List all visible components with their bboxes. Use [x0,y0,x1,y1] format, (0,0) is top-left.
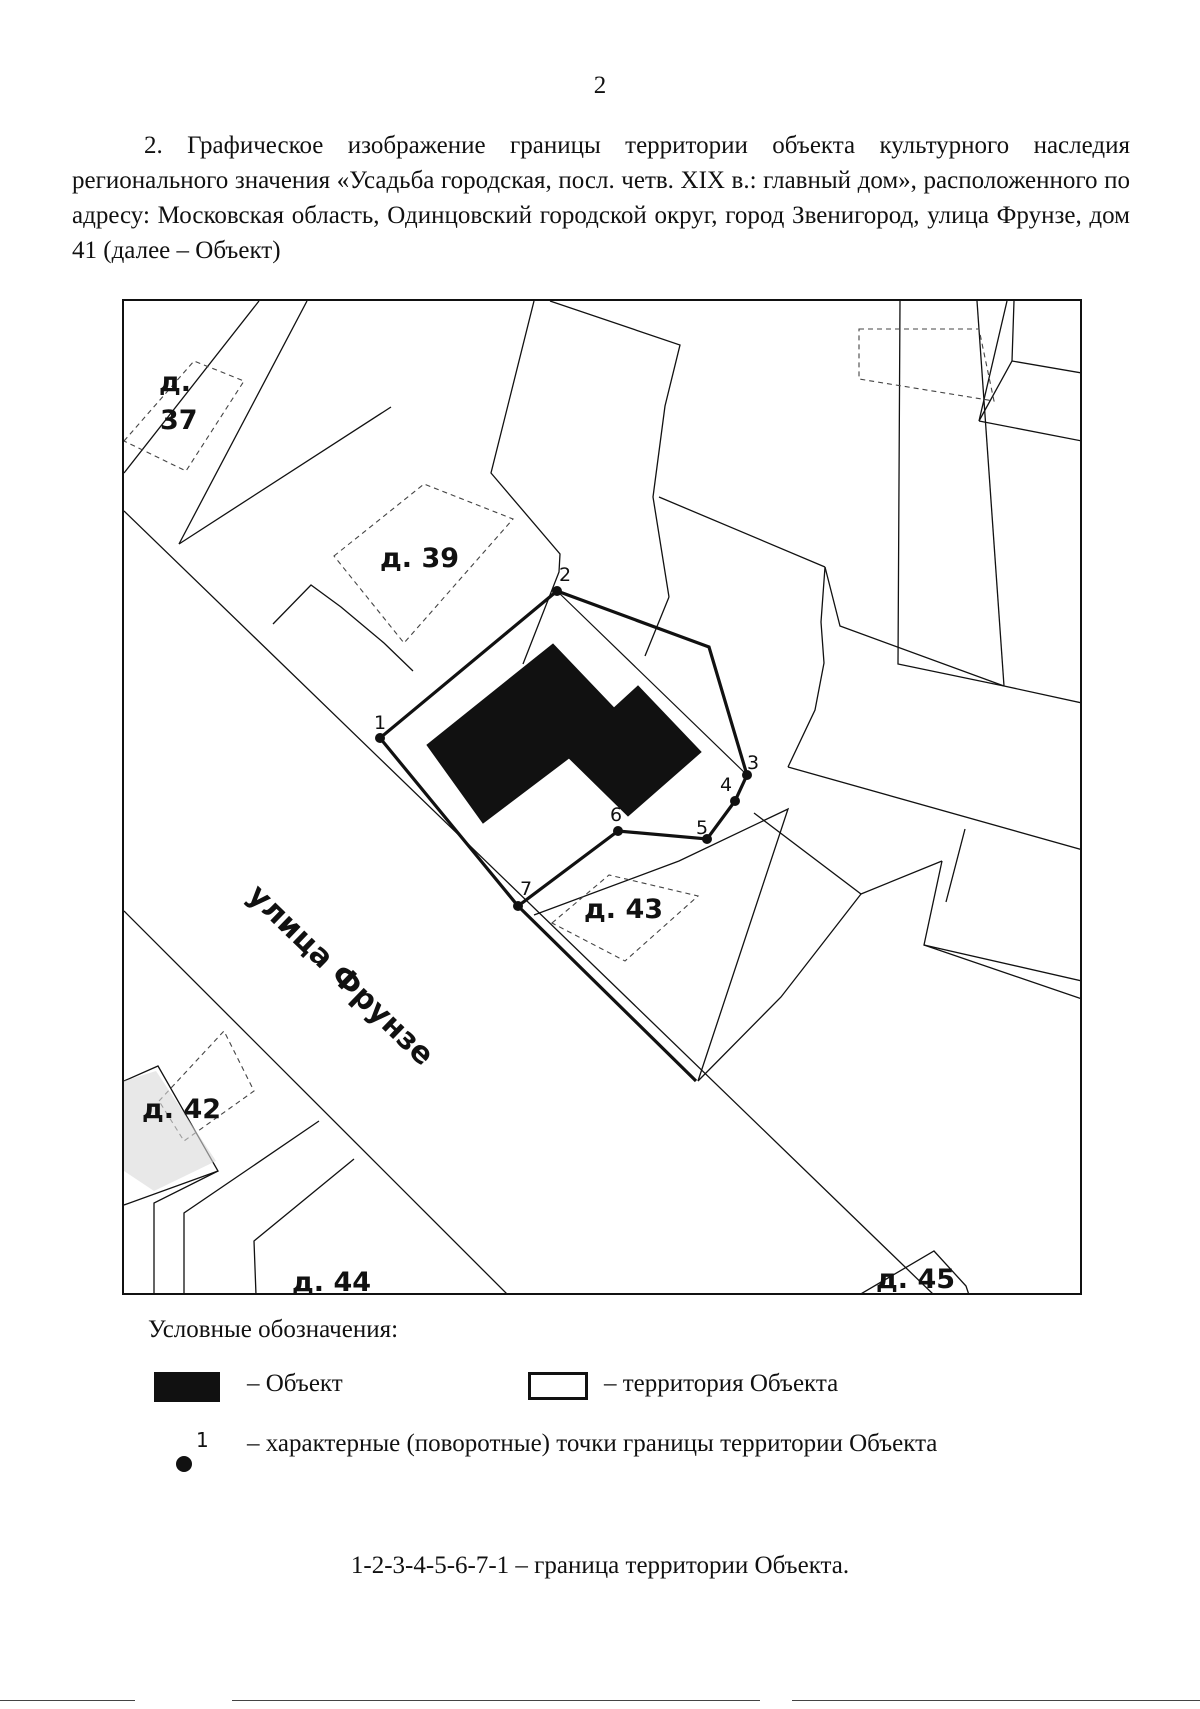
point-3-label: 3 [747,752,760,774]
point-4-marker [730,796,740,806]
shaded-parcel-d42 [124,1071,216,1191]
parcel-line [1012,361,1082,373]
footer-rule [232,1700,760,1701]
point-5-label: 5 [696,817,709,839]
parcel-line [124,301,259,473]
legend-point-label: – характерные (поворотные) точки границы территории Объекта [247,1430,938,1457]
parcel-line [179,301,307,544]
parcel-line [698,894,861,1081]
house-label-d43: д. 43 [584,894,664,925]
page-number: 2 [593,72,607,99]
parcel-line [924,861,1082,981]
legend-point-number: 1 [196,1428,209,1452]
parcel-line [273,585,413,671]
legend-point-sample [174,1428,214,1478]
point-6-marker [613,826,623,836]
parcel-line [1004,686,1082,703]
house-label-d37-number: 37 [160,405,198,436]
house-label-d39: д. 39 [380,543,460,574]
parcel-line [977,301,1004,686]
point-1-label: 1 [374,712,387,734]
point-7-marker [513,901,523,911]
house-label-d37-prefix: д. [159,367,192,398]
parcel-lines [124,301,1082,1295]
parcel-line [491,301,560,664]
footer-rule [0,1700,135,1701]
parcel-line [788,767,1082,850]
parcel-line [979,421,1082,441]
parcel-line [946,829,965,902]
legend-object-swatch [154,1372,220,1402]
point-2-marker [552,586,562,596]
point-4-label: 4 [720,774,733,796]
parcel-line [179,407,391,544]
parcel-line [979,301,1007,421]
point-6-label: 6 [610,804,623,826]
parcel-line [154,1171,218,1295]
legend-point-dot [176,1456,192,1472]
legend-object-label: – Объект [247,1370,343,1397]
parcel-line [550,301,680,597]
object-main-house [427,644,701,823]
legend-title: Условные обозначения: [148,1316,399,1343]
parcel-line [659,497,825,567]
legend-territory-label: – территория Объекта [604,1370,839,1397]
parcel-line [825,567,1004,686]
boundary-map [122,299,1082,1295]
parcel-line [788,567,825,767]
building-outline-ne [859,329,994,401]
point-2-label: 2 [559,564,572,586]
parcel-line [898,301,1004,686]
street-frontage [518,906,696,1081]
boundary-note: 1-2-3-4-5-6-7-1 – граница территории Объекта. [350,1552,850,1579]
legend-territory-swatch [528,1372,588,1400]
point-7-label: 7 [520,878,533,900]
document-heading: 2. Графическое изображение границы территории объекта культурного наследия регионального значения «Усадьба городская, посл. четв. XIX в.: главный дом», расположенного по адресу: Московская область, Одинцовский городской округ, город Звенигород, улица Фрунзе, дом 41 (далее – Объект) [72,132,1130,264]
map-svg [124,301,1082,1295]
house-label-d45: д. 45 [876,1264,956,1295]
parcel-line [924,945,1082,999]
boundary-thin-segment [557,591,606,609]
street-label: улица Фрунзе [240,877,441,1073]
house-label-d42: д. 42 [142,1094,222,1125]
point-1-marker [375,733,385,743]
footer-rule [792,1700,1200,1701]
house-label-d44: д. 44 [292,1267,372,1297]
